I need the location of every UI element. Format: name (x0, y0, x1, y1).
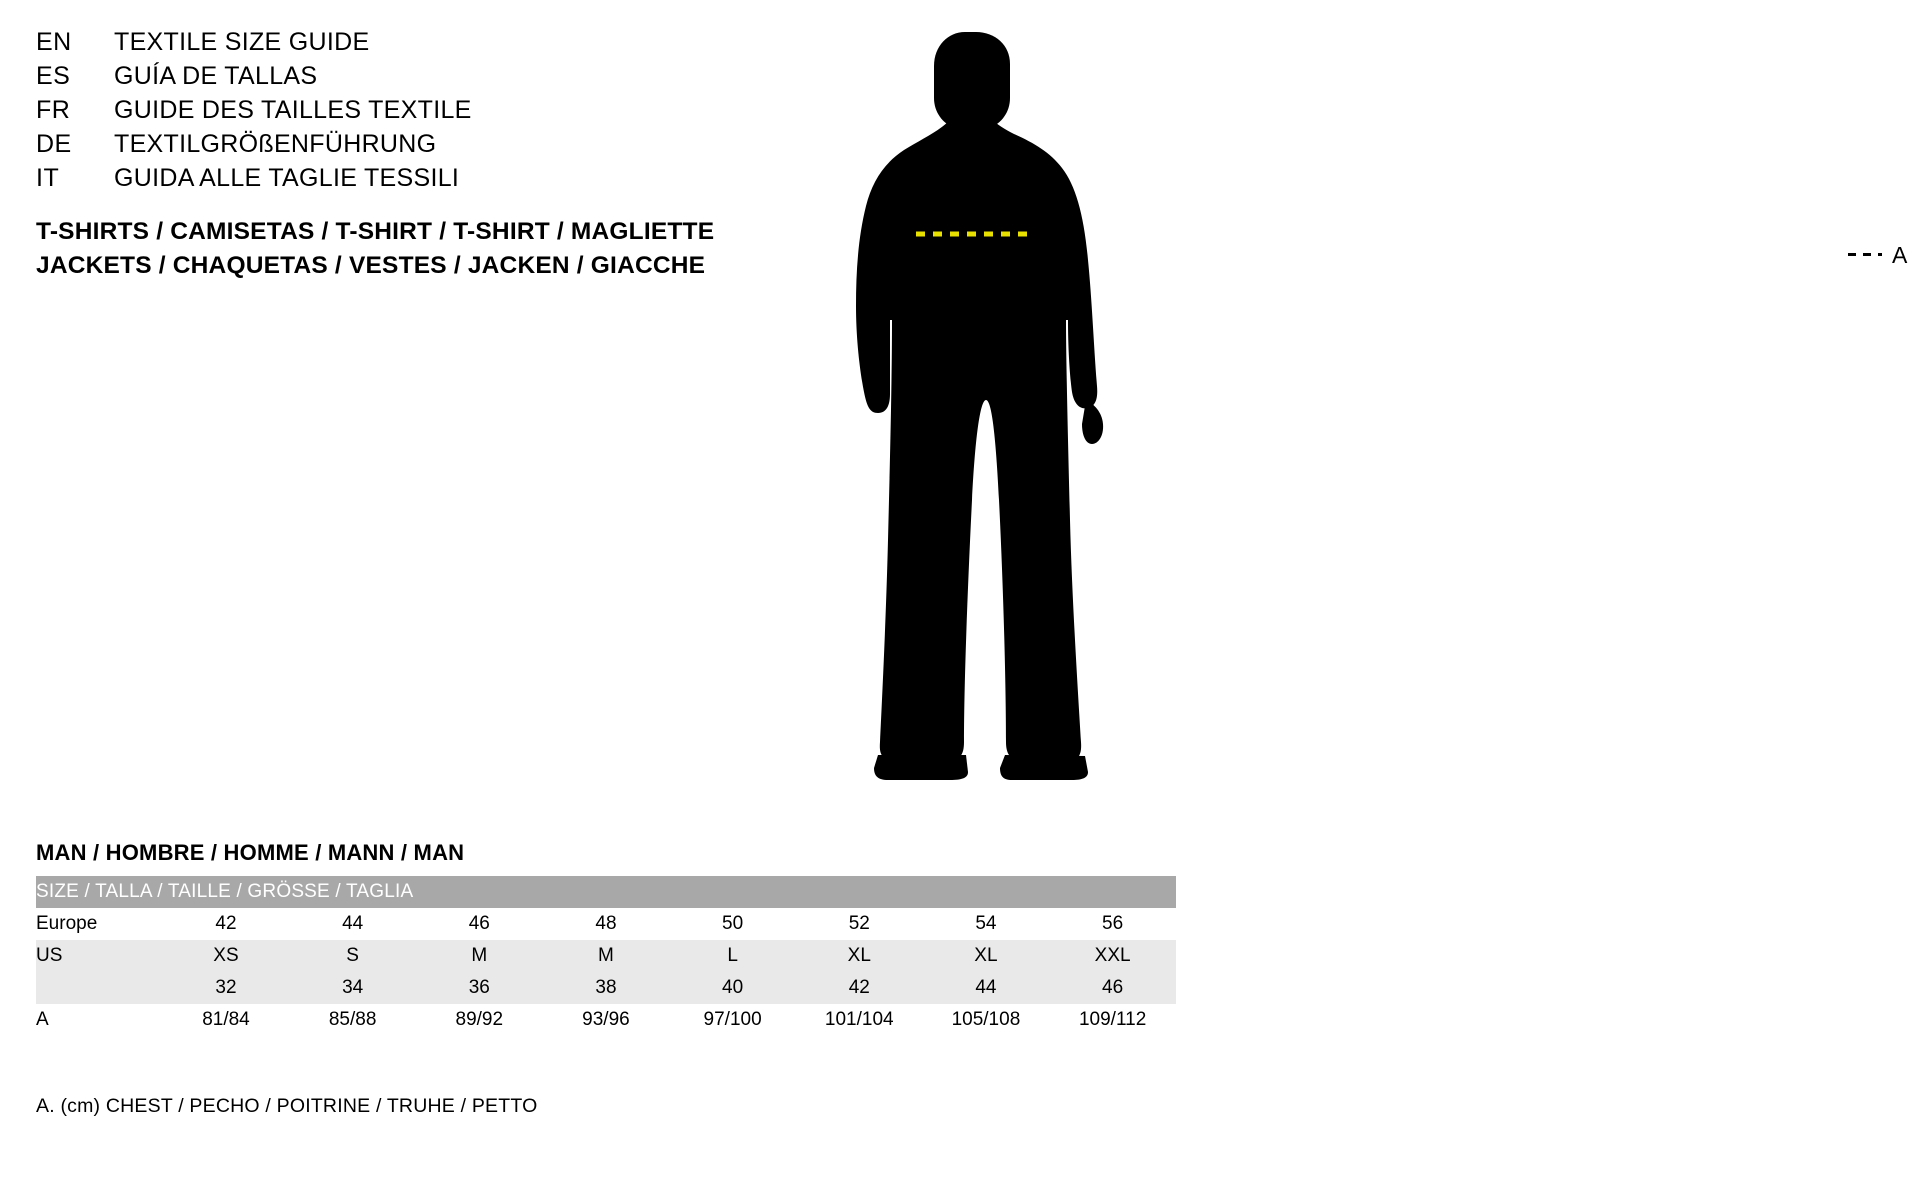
body-silhouette-figure (800, 20, 1908, 790)
row-label (36, 972, 163, 1004)
language-title-block (36, 28, 736, 198)
table-row (36, 940, 1176, 972)
table-row (36, 908, 1176, 940)
size-table-section (36, 840, 1176, 1036)
table-row (36, 1004, 1176, 1036)
cell: XL (796, 940, 923, 972)
cell: 34 (289, 972, 416, 1004)
cell: 105/108 (923, 1004, 1050, 1036)
cell: 81/84 (163, 1004, 290, 1036)
measurement-footnote: A. (cm) CHEST / PECHO / POITRINE / TRUHE / PETTO (36, 1095, 538, 1117)
table-row (36, 972, 1176, 1004)
cell: 42 (796, 972, 923, 1004)
cell: 48 (543, 908, 670, 940)
cell: 38 (543, 972, 670, 1004)
language-title: GUIDA ALLE TAGLIE TESSILI (114, 164, 460, 192)
cell: 44 (923, 972, 1050, 1004)
measure-label-a: A (1892, 242, 1908, 268)
row-label: Europe (36, 908, 163, 940)
language-row (36, 164, 736, 198)
language-title: TEXTILE SIZE GUIDE (114, 28, 370, 56)
cell: L (669, 940, 796, 972)
cell: 46 (1049, 972, 1176, 1004)
category-tshirts: T-SHIRTS / CAMISETAS / T-SHIRT / T-SHIRT / MAGLIETTE (36, 218, 715, 245)
language-title: GUÍA DE TALLAS (114, 62, 318, 90)
cell: 42 (163, 908, 290, 940)
cell: 56 (1049, 908, 1176, 940)
cell: 32 (163, 972, 290, 1004)
cell: 46 (416, 908, 543, 940)
cell: 101/104 (796, 1004, 923, 1036)
cell: M (543, 940, 670, 972)
language-code: IT (36, 164, 60, 192)
cell: 97/100 (669, 1004, 796, 1036)
cell: 40 (669, 972, 796, 1004)
row-label: A (36, 1004, 163, 1036)
table-header-row (36, 876, 1176, 908)
cell: 54 (923, 908, 1050, 940)
cell: 109/112 (1049, 1004, 1176, 1036)
language-title: TEXTILGRÖßENFÜHRUNG (114, 130, 437, 158)
language-title: GUIDE DES TAILLES TEXTILE (114, 96, 472, 124)
language-row (36, 28, 736, 62)
cell: 52 (796, 908, 923, 940)
size-table (36, 876, 1176, 1036)
measure-pointer-dashes (1848, 253, 1882, 256)
category-jackets: JACKETS / CHAQUETAS / VESTES / JACKEN / GIACCHE (36, 252, 706, 279)
row-label: US (36, 940, 163, 972)
cell: XL (923, 940, 1050, 972)
cell: XS (163, 940, 290, 972)
language-code: EN (36, 28, 72, 56)
language-row (36, 130, 736, 164)
cell: XXL (1049, 940, 1176, 972)
cell: S (289, 940, 416, 972)
gender-title: MAN / HOMBRE / HOMME / MANN / MAN (36, 840, 465, 865)
language-row (36, 96, 736, 130)
language-code: FR (36, 96, 71, 124)
garment-category-block (36, 215, 796, 283)
cell: 50 (669, 908, 796, 940)
table-header-label: SIZE / TALLA / TAILLE / GRÖSSE / TAGLIA (36, 876, 1176, 908)
language-code: ES (36, 62, 71, 90)
cell: M (416, 940, 543, 972)
cell: 44 (289, 908, 416, 940)
man-silhouette-icon (800, 20, 1180, 790)
language-row (36, 62, 736, 96)
cell: 93/96 (543, 1004, 670, 1036)
cell: 36 (416, 972, 543, 1004)
cell: 89/92 (416, 1004, 543, 1036)
cell: 85/88 (289, 1004, 416, 1036)
language-code: DE (36, 130, 72, 158)
